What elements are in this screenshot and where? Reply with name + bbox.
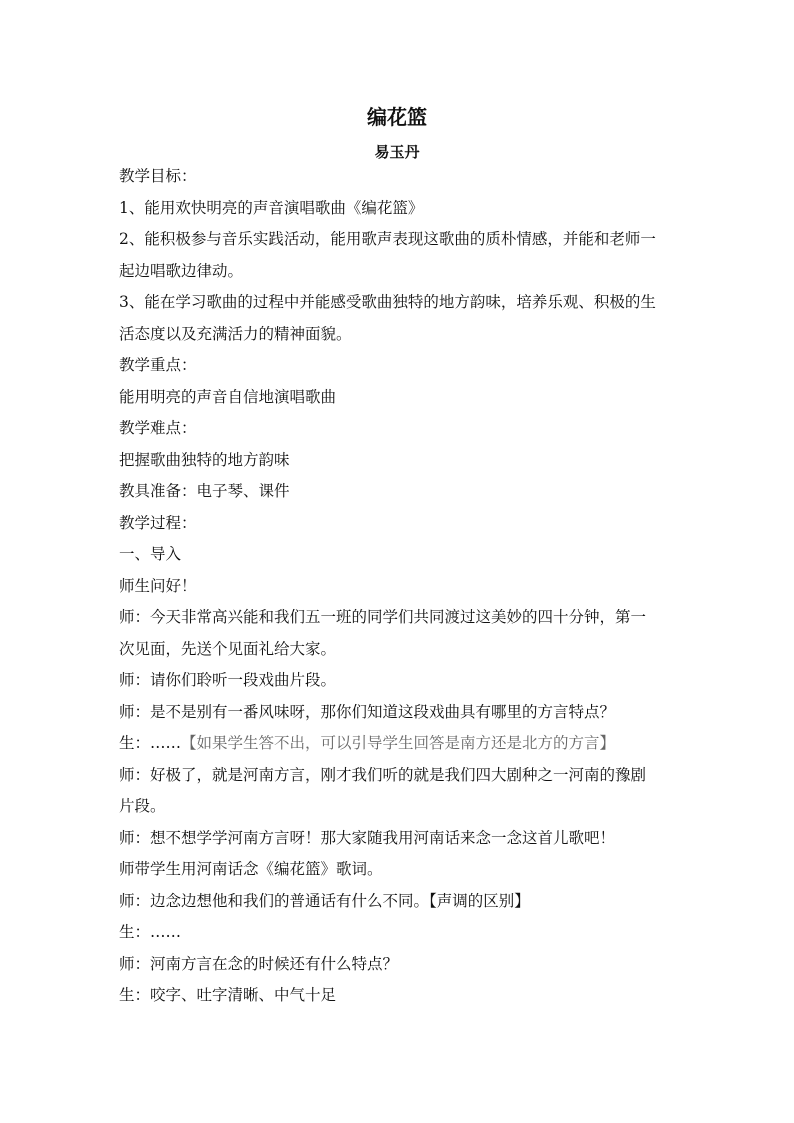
text-line: 生：……【如果学生答不出，可以引导学生回答是南方还是北方的方言】 — [119, 734, 616, 752]
text-line: 师：今天非常高兴能和我们五一班的同学们共同渡过这美妙的四十分钟，第一 — [119, 608, 647, 626]
document-title: 编花篮 — [367, 105, 427, 129]
text-line: 教具准备：电子琴、课件 — [119, 482, 290, 500]
text-line: 生：…… — [119, 923, 182, 941]
text-line: 3、能在学习歌曲的过程中并能感受歌曲独特的地方韵味，培养乐观、积极的生 — [119, 293, 656, 311]
text-line: 师：河南方言在念的时候还有什么特点？ — [119, 954, 399, 973]
text-line: 师：请你们聆听一段戏曲片段。 — [119, 671, 337, 689]
text-line: 生：咬字、吐字清晰、中气十足 — [119, 986, 337, 1004]
text-line: 师生问好！ — [119, 576, 197, 595]
text-line: 师：想不想学学河南方言呀！那大家随我用河南话来念一念这首儿歌吧！ — [119, 828, 616, 847]
text-line: 教学难点： — [119, 419, 197, 437]
text-line: 1、能用欢快明亮的声音演唱歌曲《编花篮》 — [119, 198, 424, 217]
text-line: 教学重点： — [119, 356, 197, 374]
document-body — [119, 162, 679, 1013]
text-line: 教学过程： — [119, 513, 197, 532]
teaching-note: 【如果学生答不出，可以引导学生回答是南方还是北方的方言】 — [181, 734, 616, 752]
text-line: 师带学生用河南话念《编花篮》歌词。 — [119, 860, 383, 878]
text-line: 能用明亮的声音自信地演唱歌曲 — [119, 387, 337, 406]
text-line: 师：好极了，就是河南方言，刚才我们听的就是我们四大剧种之一河南的豫剧 — [119, 765, 647, 784]
author-name: 易玉丹 — [374, 143, 420, 161]
text-line: 起边唱歌边律动。 — [119, 261, 244, 280]
text-line: 2、能积极参与音乐实践活动，能用歌声表现这歌曲的质朴情感，并能和老师一 — [119, 230, 656, 248]
text-line: 把握歌曲独特的地方韵味 — [119, 450, 290, 469]
text-line: 次见面，先送个见面礼给大家。 — [119, 639, 337, 658]
text-line: 师：是不是别有一番风味呀，那你们知道这段戏曲具有哪里的方言特点？ — [119, 702, 616, 721]
text-line: 教学目标： — [119, 167, 197, 185]
text-line: 师：边念边想他和我们的普通话有什么不同。【声调的区别】 — [119, 891, 530, 910]
text-line: 一、导入 — [119, 545, 182, 563]
text-line: 活态度以及充满活力的精神面貌。 — [119, 324, 352, 343]
text-line: 片段。 — [119, 797, 166, 815]
